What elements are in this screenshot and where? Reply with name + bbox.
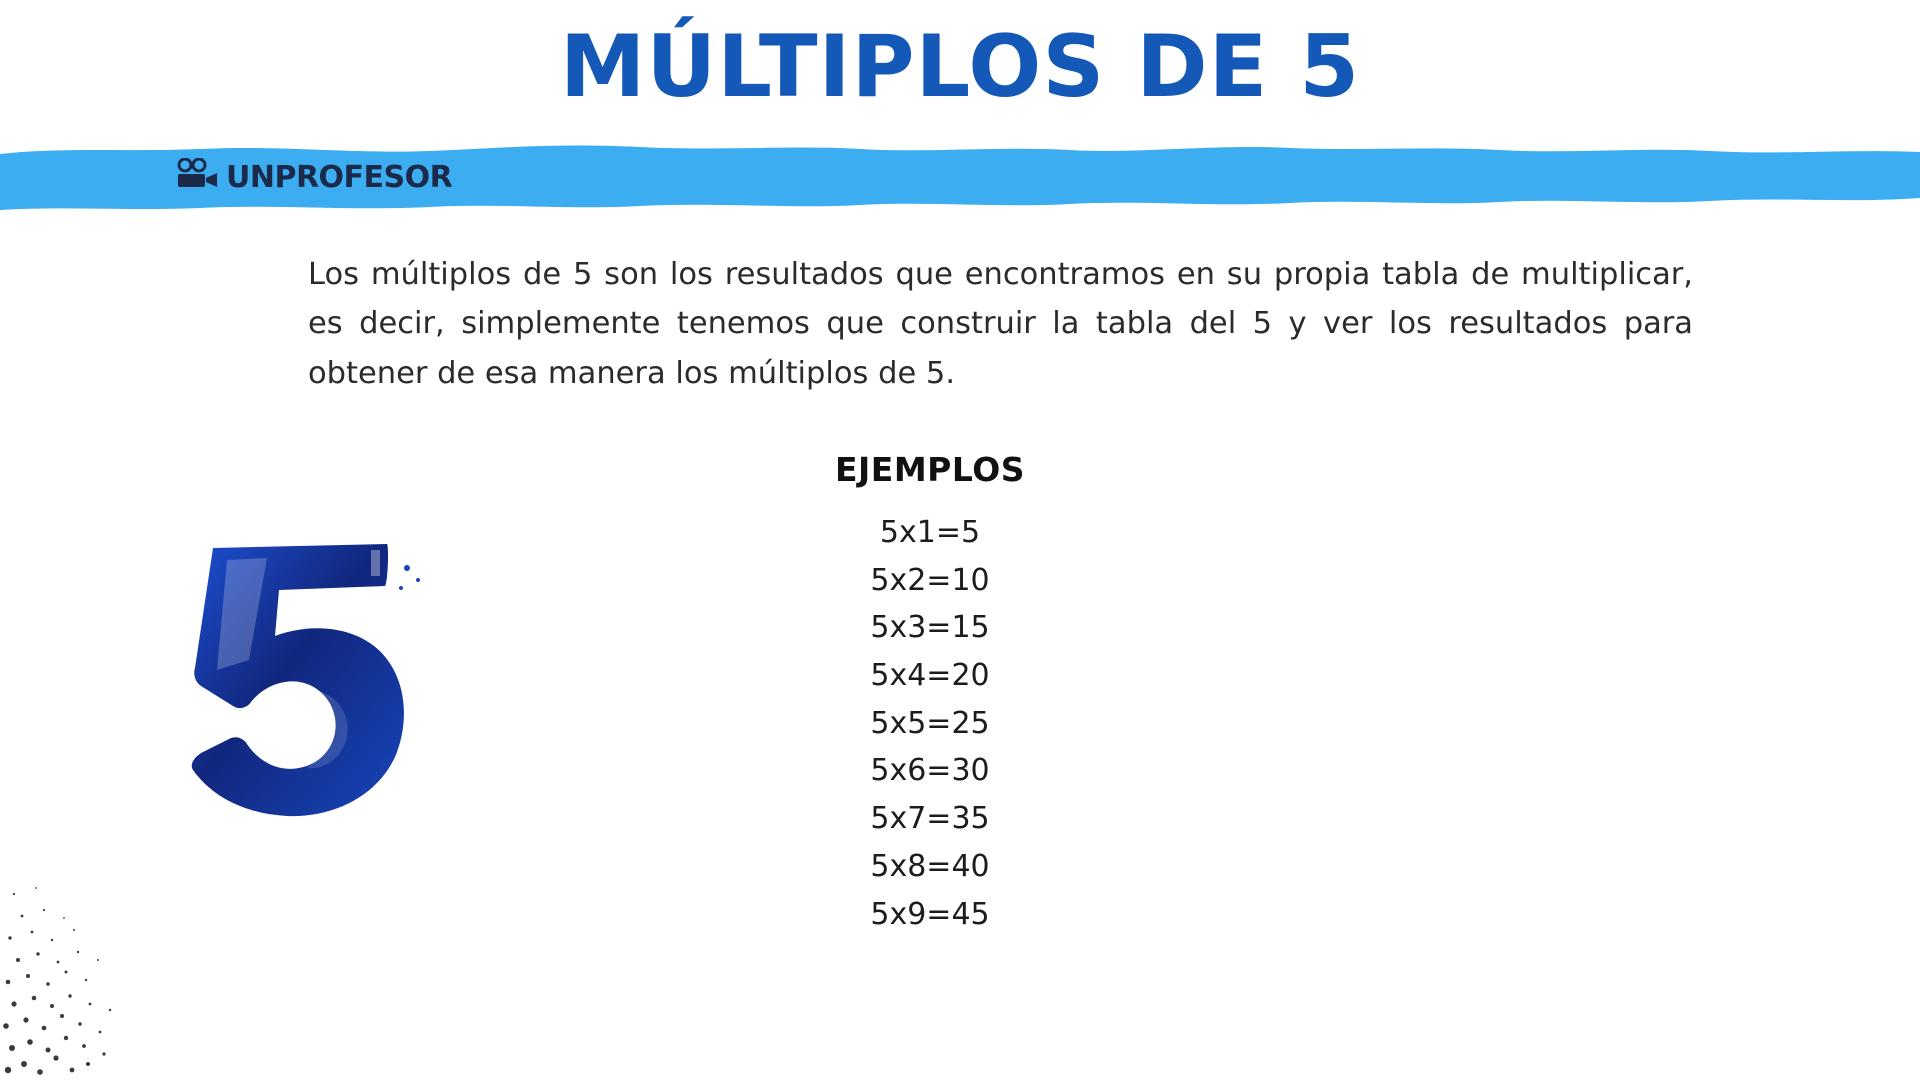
video-camera-icon (175, 158, 219, 197)
example-line: 5x6=30 (870, 753, 990, 789)
example-line: 5x5=25 (870, 705, 990, 741)
dot-pattern-decoration (0, 820, 230, 1080)
example-line: 5x3=15 (870, 610, 990, 646)
examples-heading: EJEMPLOS (834, 450, 1026, 489)
example-line: 5x7=35 (870, 801, 990, 837)
example-line: 5x2=10 (870, 562, 990, 598)
brand-name: UNPROFESOR (226, 159, 453, 195)
intro-paragraph: Los múltiplos de 5 son los resultados que encontramos en su propia tabla de multiplicar, es decir, simplemente tenemos que construir la tabla del 5 y ver los resultados para obtener de esa manera los múltiplos de 5. (308, 257, 1693, 391)
brand-logo[interactable] (175, 158, 452, 197)
decorative-number-five (175, 540, 435, 820)
example-line: 5x8=40 (870, 848, 990, 884)
page-title: MÚLTIPLOS DE 5 (559, 17, 1361, 117)
example-line: 5x1=5 (879, 515, 981, 550)
examples-block (760, 450, 1100, 938)
example-line: 5x9=45 (870, 896, 990, 932)
example-line: 5x4=20 (870, 658, 990, 694)
